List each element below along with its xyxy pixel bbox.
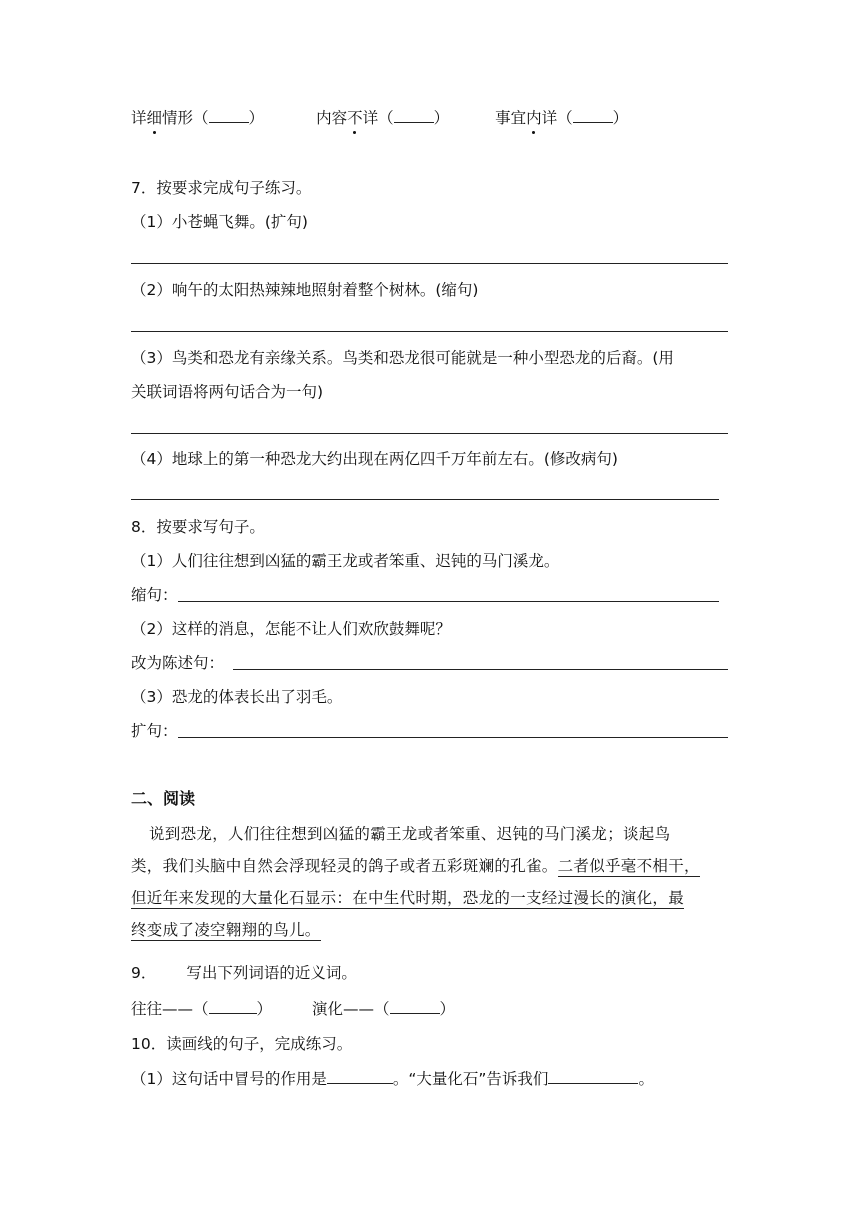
answer-line[interactable] [131,331,728,332]
q10-sentence-1: （1）这句话中冒号的作用是 。“大量化石”告诉我们 。 [131,1070,654,1088]
q7-sentence-4: （4）地球上的第一种恐龙大约出现在两亿四千万年前左右。(修改病句) [131,450,618,468]
q8-sentence-1: （1）人们往往想到凶猛的霸王龙或者笨重、迟钝的马门溪龙。 [131,552,560,570]
q7-sentence-1: （1）小苍蝇飞舞。(扩句) [131,213,308,231]
q8-sentence-3: （3）恐龙的体表长出了羽毛。 [131,688,343,706]
q8-label-2: 改为陈述句： [131,654,225,672]
answer-line[interactable] [233,669,728,670]
q7-sentence-3a: （3）鸟类和恐龙有亲缘关系。鸟类和恐龙很可能就是一种小型恐龙的后裔。(用 [131,349,674,367]
answer-blank[interactable] [548,1068,638,1084]
q6-row [131,107,628,129]
passage-line-1: 说到恐龙，人们往往想到凶猛的霸王龙或者笨重、迟钝的马门溪龙；谈起鸟 [149,825,671,843]
underlined-sentence: 二者似乎毫不相干， [557,857,700,875]
answer-line[interactable] [131,433,728,434]
answer-line[interactable] [178,737,728,738]
passage-line-3 [131,887,684,909]
q8-title: 8．按要求写句子。 [131,518,265,536]
q6-item-1: 详细情形（ ） [131,109,265,127]
q8-label-3: 扩句： [131,722,178,740]
q9-words: 往往——（ ） 演化——（ ） [131,1000,456,1018]
underlined-sentence: 终变成了凌空翱翔的鸟儿。 [131,921,321,939]
answer-line[interactable] [131,499,719,500]
answer-blank[interactable] [390,998,440,1014]
q6-item-3: 事宜内详（ ） [495,109,629,127]
q8-label-1: 缩句： [131,586,178,604]
answer-blank[interactable] [394,107,434,123]
answer-line[interactable] [178,601,719,602]
answer-blank[interactable] [327,1068,393,1084]
answer-blank[interactable] [573,107,613,123]
q8-sentence-2: （2）这样的消息，怎能不让人们欢欣鼓舞呢？ [131,620,451,638]
answer-blank[interactable] [209,998,257,1014]
answer-line[interactable] [131,263,728,264]
passage-line-2: 类，我们头脑中自然会浮现轻灵的鸽子或者五彩斑斓的孔雀。二者似乎毫不相干， [131,857,700,875]
section-heading: 二、阅读 [131,789,196,808]
q9-title: 9． 写出下列词语的近义词。 [131,964,357,982]
underlined-sentence: 但近年来发现的大量化石显示：在中生代时期，恐龙的一支经过漫长的演化，最 [131,889,685,907]
q7-sentence-3b: 关联词语将两句话合为一句) [131,383,324,401]
q7-sentence-2: （2）响午的太阳热辣辣地照射着整个树林。(缩句) [131,281,479,299]
q6-item-2: 内容不详（ ） [316,109,450,127]
q10-title: 10．读画线的句子，完成练习。 [131,1035,353,1053]
answer-blank[interactable] [209,107,249,123]
q7-title: 7．按要求完成句子练习。 [131,179,312,197]
passage-line-4 [131,919,321,941]
